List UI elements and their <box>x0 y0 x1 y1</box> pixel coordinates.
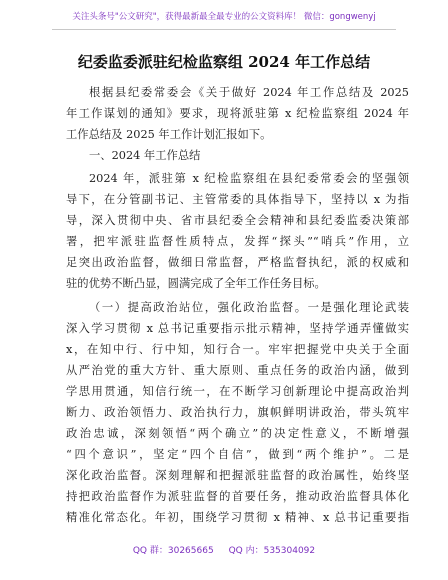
header-divider <box>52 29 396 30</box>
document-title: 纪委监委派驻纪检监察组 2024 年工作总结 <box>77 53 371 71</box>
intro-paragraph <box>66 82 409 145</box>
body-line: 署，把牢派驻监督性质特点，发挥“探头”“哨兵”作用，立 <box>66 235 409 248</box>
body-line: 深化政治监督。深刻理解和把握派驻监督的政治属性，始终坚 <box>66 469 409 482</box>
intro-line: 工作总结及 2025 年工作计划汇报如下。 <box>66 128 272 141</box>
body-line: 从严治党的重大方针、重大原则、重点任务的政治内涵，做到 <box>66 364 409 377</box>
body-line: 驻的优势不断凸显，圆满完成了全年工作任务目标。 <box>66 277 326 290</box>
body-line: 2024 年，派驻第 x 纪检监察组在县纪委常委会的坚强领 <box>89 172 409 185</box>
footer-qq-group: QQ 群：30265665 <box>132 546 214 556</box>
body-line: “四个意识”，坚定“四个自信”，做到“两个维护”。二是 <box>66 448 409 461</box>
body-line: 断力、政治领悟力、政治执行力，旗帜鲜明讲政治，带头筑牢 <box>66 406 409 419</box>
body-line: 足突出政治监督，做细日常监督，严格监督执纪，派的权威和 <box>66 256 409 269</box>
footer-contact <box>0 543 448 556</box>
body-line: x，在知中行、行中知，知行合一。牢牢把握党中央关于全面 <box>66 343 409 356</box>
body-line: 精准化常态化。年初，围绕学习贯彻 x 精神、x 总书记重要指 <box>66 511 409 524</box>
body-line: 持把政治监督作为派驻监督的首要任务，推动政治监督具体化 <box>66 490 409 503</box>
header-banner: 关注头条号"公文研究"，获得最新最全最专业的公文资料库！ 微信：gongwenyj <box>72 12 376 22</box>
intro-line: 年工作谋划的通知》要求，现将派驻第 x 纪检监察组 2024 年 <box>66 107 409 120</box>
body-line: 学思用贯通，知信行统一，在不断学习创新理论中提高政治判 <box>66 385 409 398</box>
section-heading-text: 一、2024 年工作总结 <box>89 149 201 162</box>
body-line: 导，深入贯彻中央、省市县纪委全会精神和县纪委监委决策部 <box>66 214 409 227</box>
body-line: （一）提高政治站位，强化政治监督。一是强化理论武装 <box>89 301 409 314</box>
body-line: 深入学习贯彻 x 总书记重要指示批示精神，坚持学通弄懂做实 <box>66 322 409 335</box>
footer-qq-number: QQ 内：535304092 <box>228 546 316 556</box>
body-line: 政治忠诚，深刻领悟“两个确立”的决定性意义，不断增强 <box>66 427 409 440</box>
section1-paragraph <box>66 168 409 294</box>
body-line: 导下，在分管副书记、主管常委的具体指导下，坚持以 x 为指 <box>66 193 409 206</box>
section-heading <box>66 145 409 166</box>
subsection1-paragraph <box>66 297 409 528</box>
intro-line: 根据县纪委常委会《关于做好 2024 年工作总结及 2025 <box>89 86 409 99</box>
